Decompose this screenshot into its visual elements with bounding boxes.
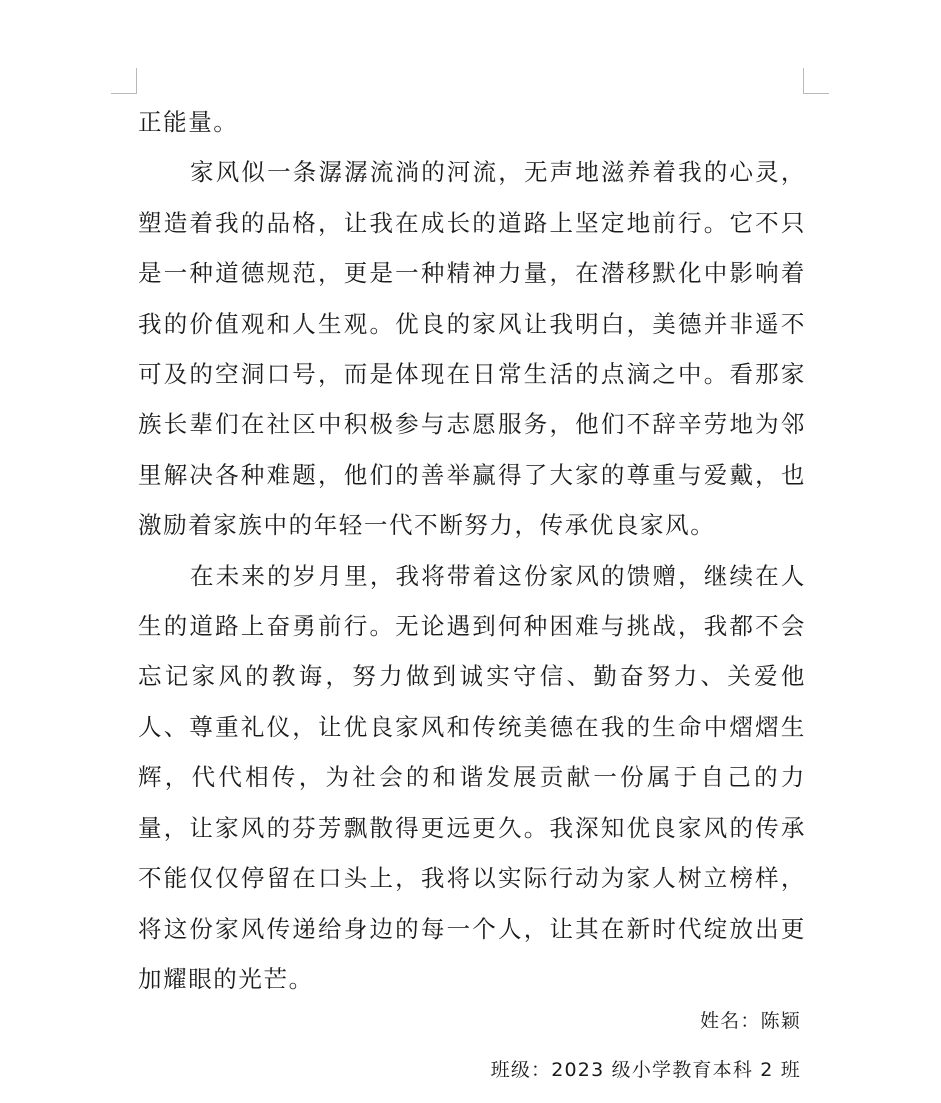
signature-class: 班级：2023 级小学教育本科 2 班 [490,1059,801,1081]
document-body [138,97,806,1004]
paragraph-continuation: 正能量。 [138,108,239,136]
paragraph-family-style: 家风似一条潺潺流淌的河流，无声地滋养着我的心灵，塑造着我的品格，让我在成长的道路上坚定地前行。它不只是一种道德规范，更是一种精神力量，在潜移默化中影响着我的价值观和人生观。优良的家风让我明白，美德并非遥不可及的空洞口号，而是体现在日常生活的点滴之中。看那家族长辈们在社区中积极参与志愿服务，他们不辞辛劳地为邻里解决各种难题，他们的善举赢得了大家的尊重与爱戴，也激励着家族中的年轻一代不断努力，传承优良家风。 [138,158,806,540]
crop-mark-top-left [111,68,137,94]
paragraph-future: 在未来的岁月里，我将带着这份家风的馈赠，继续在人生的道路上奋勇前行。无论遇到何种困难与挑战，我都不会忘记家风的教诲，努力做到诚实守信、勤奋努力、关爱他人、尊重礼仪，让优良家风和传统美德在我的生命中熠熠生辉，代代相传，为社会的和谐发展贡献一份属于自己的力量，让家风的芬芳飘散得更远更久。我深知优良家风的传承不能仅仅停留在口头上，我将以实际行动为家人树立榜样，将这份家风传递给身边的每一个人，让其在新时代绽放出更加耀眼的光芒。 [138,561,806,993]
crop-mark-top-right [803,68,829,94]
signature-name: 姓名：陈颖 [699,1010,801,1032]
